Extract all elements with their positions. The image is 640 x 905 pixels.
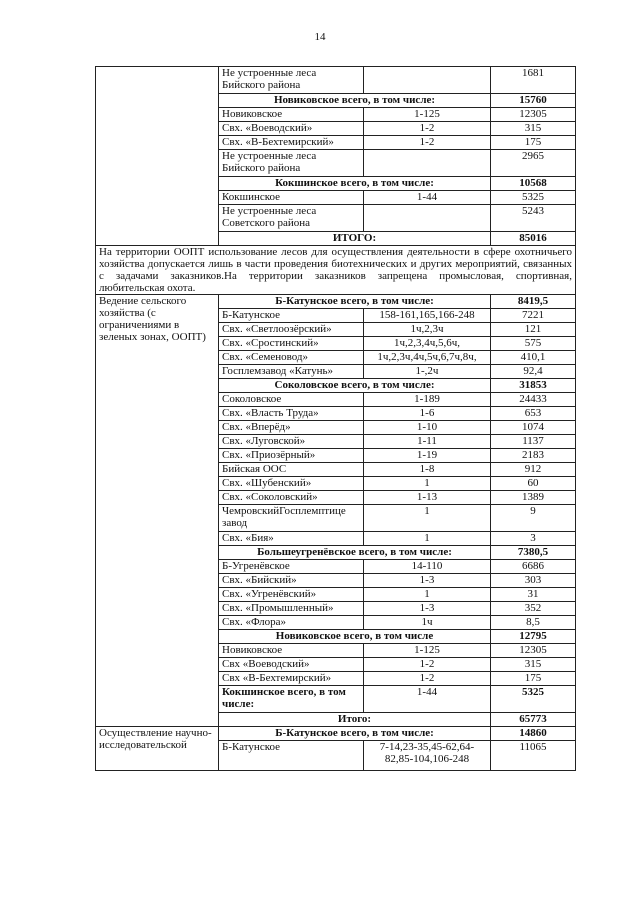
area-cell: 410,1 bbox=[491, 351, 576, 365]
subtotal-area: 8419,5 bbox=[491, 295, 576, 309]
note-row bbox=[96, 246, 576, 295]
forestry-name: Свх. «Власть Труда» bbox=[219, 407, 364, 421]
note-text: На территории ООПТ использование лесов для осуществления деятельности в сфере охотничьего хозяйства допускается лишь в части проведения биотехнических и других мероприятий, связанных с задачами заказников.На территории заказников запрещена промысловая, спортивная, любительская охота. bbox=[96, 246, 576, 295]
forestry-name: Свх. «Промышленный» bbox=[219, 602, 364, 616]
forestry-name: Новиковское bbox=[219, 644, 364, 658]
quarter-cell: 1-13 bbox=[364, 491, 491, 505]
activity-agriculture: Ведение сельского хозяйства (с ограничениями в зеленых зонах, ООПТ) bbox=[96, 295, 219, 727]
activity-research: Осуществление научно-исследовательской bbox=[96, 727, 219, 771]
quarter-cell: 1-2 bbox=[364, 672, 491, 686]
forestry-name: Свх «В-Бехтемирский» bbox=[219, 672, 364, 686]
area-cell: 175 bbox=[491, 672, 576, 686]
table-row bbox=[96, 67, 576, 94]
subtotal-area: 5325 bbox=[491, 686, 576, 713]
area-cell: 1074 bbox=[491, 421, 576, 435]
subtotal-area: 85016 bbox=[491, 232, 576, 246]
forestry-name: Свх «Воеводский» bbox=[219, 658, 364, 672]
quarter-cell: 1-44 bbox=[364, 191, 491, 205]
quarter-cell: 1-125 bbox=[364, 108, 491, 122]
forestry-name: Новиковское bbox=[219, 108, 364, 122]
quarter-cell: 1-125 bbox=[364, 644, 491, 658]
quarter-cell: 1-2 bbox=[364, 658, 491, 672]
area-cell: 9 bbox=[491, 505, 576, 532]
area-cell: 3 bbox=[491, 532, 576, 546]
area-cell: 2965 bbox=[491, 150, 576, 177]
area-cell: 315 bbox=[491, 122, 576, 136]
area-cell: 315 bbox=[491, 658, 576, 672]
forestry-name: Свх. «Сростинский» bbox=[219, 337, 364, 351]
subtotal-label: Б-Катунское всего, в том числе: bbox=[219, 295, 491, 309]
subtotal-label: Итого: bbox=[219, 713, 491, 727]
quarter-cell: 1-44 bbox=[364, 686, 491, 713]
subtotal-area: 12795 bbox=[491, 630, 576, 644]
area-cell: 31 bbox=[491, 588, 576, 602]
area-cell: 1389 bbox=[491, 491, 576, 505]
area-cell: 5325 bbox=[491, 191, 576, 205]
quarter-cell: 1 bbox=[364, 477, 491, 491]
area-cell: 6686 bbox=[491, 560, 576, 574]
quarter-cell: 1 bbox=[364, 505, 491, 532]
quarter-cell: 1 bbox=[364, 532, 491, 546]
subtotal-label: Соколовское всего, в том числе: bbox=[219, 379, 491, 393]
quarter-cell: 1ч,2,3,4ч,5,6ч, bbox=[364, 337, 491, 351]
quarter-cell bbox=[364, 67, 491, 94]
forestry-name: Свх. «Угренёвский» bbox=[219, 588, 364, 602]
subtotal-area: 14860 bbox=[491, 727, 576, 741]
forestry-name: Свх. «В-Бехтемирский» bbox=[219, 136, 364, 150]
quarter-cell: 1-8 bbox=[364, 463, 491, 477]
quarter-cell: 1-3 bbox=[364, 574, 491, 588]
table-row bbox=[96, 727, 576, 741]
forestry-name: Бийская ООС bbox=[219, 463, 364, 477]
forestry-name: Б-Угренёвское bbox=[219, 560, 364, 574]
subtotal-label: Кокшинское всего, в том числе: bbox=[219, 686, 364, 713]
forestry-name: Свх. «Луговской» bbox=[219, 435, 364, 449]
forestry-name: Свх. «Приозёрный» bbox=[219, 449, 364, 463]
quarter-cell bbox=[364, 150, 491, 177]
quarter-cell: 14-110 bbox=[364, 560, 491, 574]
area-cell: 11065 bbox=[491, 741, 576, 771]
forestry-name: Не устроенные леса Бийского района bbox=[219, 67, 364, 94]
subtotal-area: 31853 bbox=[491, 379, 576, 393]
area-cell: 60 bbox=[491, 477, 576, 491]
forestry-name: Соколовское bbox=[219, 393, 364, 407]
quarter-cell: 158-161,165,166-248 bbox=[364, 309, 491, 323]
area-cell: 7221 bbox=[491, 309, 576, 323]
quarter-cell: 1-11 bbox=[364, 435, 491, 449]
forestry-name: Не устроенные леса Советского района bbox=[219, 205, 364, 232]
forestry-name: Свх. «Флора» bbox=[219, 616, 364, 630]
subtotal-label: Большеугренёвское всего, в том числе: bbox=[219, 546, 491, 560]
forestry-name: Свх. «Бия» bbox=[219, 532, 364, 546]
subtotal-label: Кокшинское всего, в том числе: bbox=[219, 177, 491, 191]
area-cell: 352 bbox=[491, 602, 576, 616]
forestry-name: Б-Катунское bbox=[219, 741, 364, 771]
forestry-name: Свх. «Воеводский» bbox=[219, 122, 364, 136]
subtotal-label: Новиковское всего, в том числе: bbox=[219, 94, 491, 108]
table-body bbox=[96, 67, 576, 771]
forestry-name: Свх. «Соколовский» bbox=[219, 491, 364, 505]
quarter-cell: 1-189 bbox=[364, 393, 491, 407]
forestry-name: Кокшинское bbox=[219, 191, 364, 205]
subtotal-area: 10568 bbox=[491, 177, 576, 191]
area-cell: 92,4 bbox=[491, 365, 576, 379]
area-cell: 1137 bbox=[491, 435, 576, 449]
quarter-cell: 1ч bbox=[364, 616, 491, 630]
area-cell: 121 bbox=[491, 323, 576, 337]
area-cell: 653 bbox=[491, 407, 576, 421]
subtotal-label: Новиковское всего, в том числе bbox=[219, 630, 491, 644]
area-cell: 5243 bbox=[491, 205, 576, 232]
subtotal-label: ИТОГО: bbox=[219, 232, 491, 246]
quarter-cell bbox=[364, 205, 491, 232]
quarter-cell: 1ч,2,3ч bbox=[364, 323, 491, 337]
area-cell: 2183 bbox=[491, 449, 576, 463]
quarter-cell: 7-14,23-35,45-62,64-82,85-104,106-248 bbox=[364, 741, 491, 771]
forestry-name: Свх. «Вперёд» bbox=[219, 421, 364, 435]
activity-cell bbox=[96, 67, 219, 246]
forestry-name: Свх. «Бийский» bbox=[219, 574, 364, 588]
area-cell: 24433 bbox=[491, 393, 576, 407]
quarter-cell: 1ч,2,3ч,4ч,5ч,6,7ч,8ч, bbox=[364, 351, 491, 365]
forest-use-table bbox=[95, 66, 576, 771]
area-cell: 1681 bbox=[491, 67, 576, 94]
quarter-cell: 1-,2ч bbox=[364, 365, 491, 379]
forestry-name: Госплемзавод «Катунь» bbox=[219, 365, 364, 379]
forestry-name: Свх. «Светлоозёрский» bbox=[219, 323, 364, 337]
subtotal-label: Б-Катунское всего, в том числе: bbox=[219, 727, 491, 741]
area-cell: 12305 bbox=[491, 644, 576, 658]
quarter-cell: 1-3 bbox=[364, 602, 491, 616]
quarter-cell: 1-10 bbox=[364, 421, 491, 435]
page-number: 14 bbox=[314, 31, 326, 43]
quarter-cell: 1 bbox=[364, 588, 491, 602]
area-cell: 303 bbox=[491, 574, 576, 588]
area-cell: 912 bbox=[491, 463, 576, 477]
subtotal-area: 15760 bbox=[491, 94, 576, 108]
quarter-cell: 1-19 bbox=[364, 449, 491, 463]
quarter-cell: 1-2 bbox=[364, 122, 491, 136]
area-cell: 8,5 bbox=[491, 616, 576, 630]
forestry-name: Не устроенные леса Бийского района bbox=[219, 150, 364, 177]
forestry-name: Свх. «Семеновод» bbox=[219, 351, 364, 365]
quarter-cell: 1-6 bbox=[364, 407, 491, 421]
forestry-name: Б-Катунское bbox=[219, 309, 364, 323]
subtotal-area: 65773 bbox=[491, 713, 576, 727]
table-row bbox=[96, 295, 576, 309]
subtotal-area: 7380,5 bbox=[491, 546, 576, 560]
area-cell: 575 bbox=[491, 337, 576, 351]
forestry-name: Свх. «Шубенский» bbox=[219, 477, 364, 491]
forestry-name: ЧемровскийГосплемптице завод bbox=[219, 505, 364, 532]
area-cell: 12305 bbox=[491, 108, 576, 122]
area-cell: 175 bbox=[491, 136, 576, 150]
quarter-cell: 1-2 bbox=[364, 136, 491, 150]
